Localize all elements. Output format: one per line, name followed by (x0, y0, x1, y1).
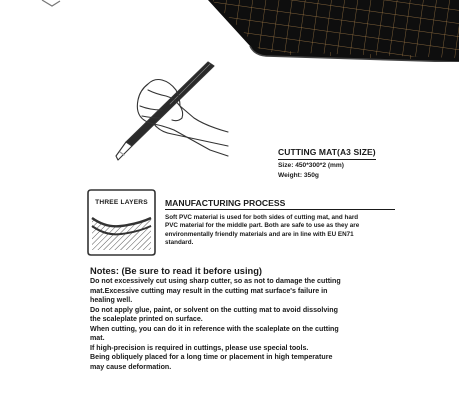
process-line: PVC material for the middle part. Both are safe to use as they are (165, 222, 360, 230)
cutting-mat-image (200, 0, 459, 62)
process-line: Soft PVC material is used for both sides of cutting mat, and hard (165, 214, 359, 221)
process-title: MANUFACTURING PROCESS (165, 198, 395, 210)
notes-line: healing well. (90, 296, 133, 304)
spec-block (278, 142, 448, 180)
process-line: standard. (165, 239, 194, 247)
notes-line: the scaleplate printed on surface. (90, 315, 203, 323)
three-layers-badge (86, 188, 157, 257)
svg-text:|: | (329, 51, 332, 57)
process-line: environmentally friendly materials and are in line with EU EN71 (165, 230, 354, 238)
notes-line: Being obliquely placed for a long time or placement in high temperature (90, 353, 333, 361)
svg-text:|: | (289, 50, 292, 56)
notes-block (90, 266, 390, 372)
svg-text:|: | (369, 53, 372, 59)
notes-line: Do not apply glue, paint, or solvent on the cutting mat to avoid dissolving (90, 305, 338, 314)
notes-list (90, 277, 390, 372)
notes-line: When cutting, you can do it in reference with the scaleplate on the cutting (90, 324, 339, 333)
layers-badge-label: THREE LAYERS (95, 199, 148, 206)
hand-cutter-illustration (110, 60, 230, 168)
notes-line: may cause deformation. (90, 362, 172, 371)
notes-line: mat.Excessive cutting may result in the cutting mat surface's failure in (90, 286, 328, 295)
svg-text:|: | (409, 54, 412, 60)
notes-line: mat. (90, 334, 105, 342)
decorative-mark (40, 0, 62, 8)
notes-title: Notes: (Be sure to read it before using) (90, 266, 263, 276)
notes-line: If high-precision is required in cuttings, please use special tools. (90, 343, 309, 352)
spec-weight: Weight: 350g (278, 172, 319, 179)
manufacturing-process-block (165, 198, 395, 248)
notes-line: Do not excessively cut using sharp cutter, so as not to damage the cutting (90, 277, 341, 285)
spec-size: Size: 450*300*2 (mm) (278, 162, 344, 169)
spec-title: CUTTING MAT(A3 SIZE) (278, 147, 376, 160)
process-text (165, 214, 395, 248)
